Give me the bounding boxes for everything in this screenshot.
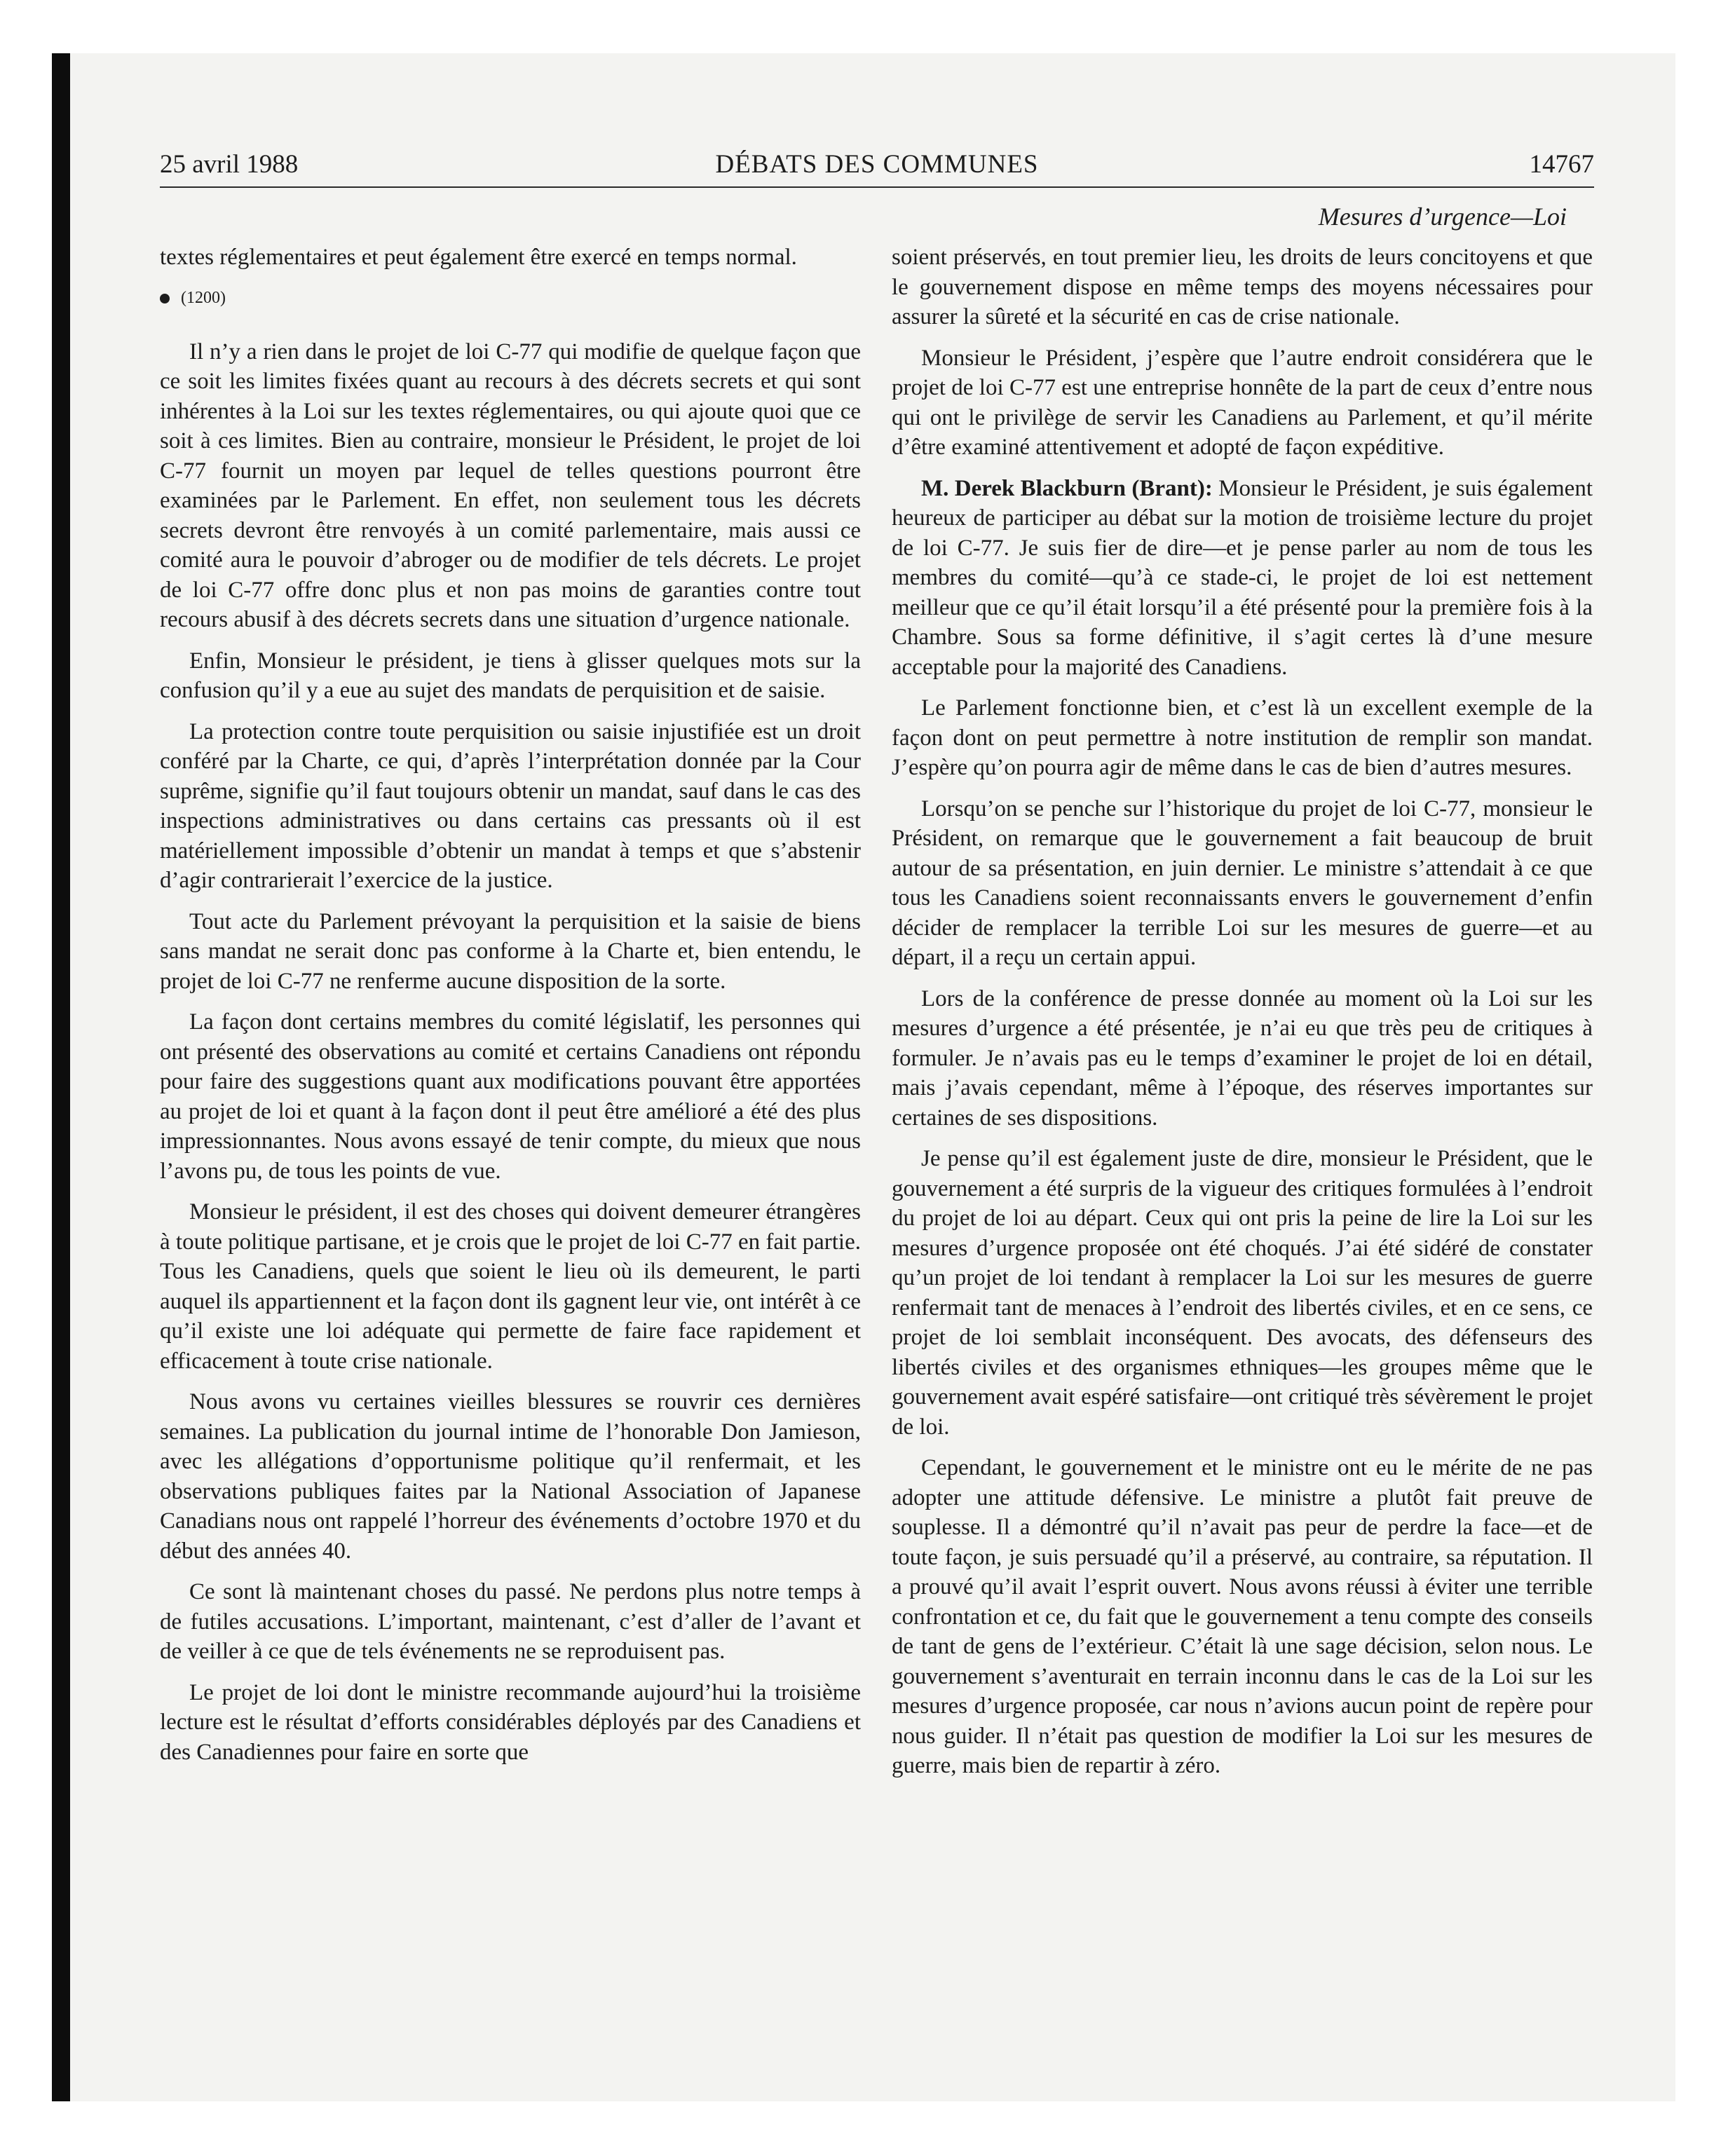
paragraph: Le Parlement fonctionne bien, et c’est là un excellent exemple de la façon dont on peut permettre à notre institution de remplir son mandat. J’espère qu’on pourra agir de même dans le cas de bien d’autres mesures. [892, 695, 1593, 780]
paragraph: Je pense qu’il est également juste de dire, monsieur le Président, que le gouvernement a été surpris de la vigueur des critiques formulées à l’endroit du projet de loi au départ. Ceux qui ont pris la peine de lire la Loi sur les mesures d’urgence proposée ont été choqués. J’ai été sidéré de constater qu’un projet de loi tendant à remplacer la Loi sur les mesures de guerre renfermait tant de menaces à l’endroit des libertés civiles, et en ce sens, ce projet de loi semblait inconséquent. Des avocats, des défenseurs des libertés civiles et des organismes ethniques—les groupes même que le gouvernement avait espéré satisfaire—ont critiqué très sévèrement le projet de loi. [892, 1146, 1593, 1440]
speaker-text: Monsieur le Président, je suis également heureux de participer au débat sur la motion de troisième lecture du projet de loi C-77. Je suis fier de dire—et je pense parler au nom de tous les membres du comité—qu’à ce stade-ci, le projet de loi est nettement meilleur que ce qu’il était lorsqu’il a été présenté pour la première fois à la Chambre. Sous sa forme définitive, il s’agit certes là d’une mesure acceptable pour la majorité des Canadiens. [892, 475, 1593, 680]
paragraph: La façon dont certains membres du comité législatif, les personnes qui ont présenté des observations au comité et certains Canadiens ont répondu pour faire des suggestions quant aux modifications pouvant être apportées au projet de loi et quant à la façon dont il peut être amélioré a été des plus impressionnantes. Nous avons essayé de tenir compte, du mieux que nous l’avons pu, de tous les points de vue. [160, 1009, 861, 1184]
paragraph: Lorsqu’on se penche sur l’historique du projet de loi C-77, monsieur le Président, on remarque que le gouvernement a fait beaucoup de bruit autour de sa présentation, en juin dernier. Le ministre s’attendait à ce que tous les Canadiens soient reconnaissants envers le gouvernement d’enfin décider de remplacer la terrible Loi sur les mesures de guerre—et au départ, il a reçu un certain appui. [892, 796, 1593, 970]
paragraph: Monsieur le Président, j’espère que l’autre endroit considérera que le projet de loi C-77 est une entreprise honnête de la part de ceux d’entre nous qui ont le privilège de servir les Canadiens au Parlement, et qu’il mérite d’être examiné attentivement et adopté de façon expéditive. [892, 345, 1593, 460]
bullet-icon [160, 294, 170, 303]
header-date: 25 avril 1988 [160, 150, 299, 179]
paragraph: textes réglementaires et peut également être exercé en temps normal. [160, 245, 797, 270]
time-marker [160, 284, 861, 312]
paragraph: Cependant, le gouvernement et le ministre ont eu le mérite de ne pas adopter une attitude défensive. Le ministre a plutôt fait preuve de souplesse. Il a démontré qu’il n’avait pas peur de perdre la face—et de toute façon, je suis persuadé qu’il a préservé, au contraire, sa réputation. Il a prouvé qu’il avait l’esprit ouvert. Nous avons réussi à éviter une terrible confrontation et ce, du fait que le gouvernement a tenu compte des conseils de tant de gens de l’extérieur. C’était là une sage décision, selon nous. Le gouvernement s’aventurait en terrain inconnu dans le cas de la Loi sur les mesures d’urgence proposée, car nous n’avions aucun point de repère pour nous guider. Il n’était pas question de modifier la Loi sur les mesures de guerre, mais bien de repartir à zéro. [892, 1455, 1593, 1778]
speaker-name: M. Derek Blackburn (Brant): [921, 475, 1213, 501]
paragraph: Tout acte du Parlement prévoyant la perquisition et la saisie de biens sans mandat ne serait donc pas conforme à la Charte et, bien entendu, le projet de loi C-77 ne renferme aucune disposition de la sorte. [160, 908, 861, 994]
paragraph: soient préservés, en tout premier lieu, les droits de leurs concitoyens et que le gouvernement dispose en même temps des moyens nécessaires pour assurer la sûreté et la sécurité en cas de crise nationale. [892, 245, 1593, 329]
page-number: 14767 [1529, 150, 1594, 179]
header-title: DÉBATS DES COMMUNES [715, 150, 1039, 179]
time-marker-label: (1200) [181, 288, 226, 307]
scan-border [52, 53, 70, 2101]
speaker-paragraph [892, 474, 1593, 683]
right-column [892, 243, 1593, 1792]
paragraph: Ce sont là maintenant choses du passé. Ne perdons plus notre temps à de futiles accusations. L’important, maintenant, c’est d’aller de l’avant et de veiller à ce que de tels événements ne se reproduisent pas. [160, 1579, 861, 1664]
section-title: Mesures d’urgence—Loi [1318, 203, 1567, 231]
paragraph: Monsieur le président, il est des choses qui doivent demeurer étrangères à toute politique partisane, et je crois que le projet de loi C-77 en fait partie. Tous les Canadiens, quels que soient le lieu où ils demeurent, le parti auquel ils appartiennent et la façon dont ils gagnent leur vie, ont intérêt à ce qu’il existe une loi adéquate qui permette de faire face rapidement et efficacement à toute crise nationale. [160, 1199, 861, 1374]
page-header [160, 144, 1594, 188]
paragraph: Lors de la conférence de presse donnée au moment où la Loi sur les mesures d’urgence a été présentée, je n’ai eu que très peu de critiques à formuler. Je n’avais pas eu le temps d’examiner le projet de loi en détail, mais j’avais cependant, même à l’époque, des réserves importantes sur certaines de ses dispositions. [892, 985, 1593, 1131]
paragraph: Le projet de loi dont le ministre recommande aujourd’hui la troisième lecture est le résultat d’efforts considérables déployés par des Canadiens et des Canadiennes pour faire en sorte que [160, 1679, 861, 1765]
paragraph: Nous avons vu certaines vieilles blessures se rouvrir ces dernières semaines. La publication du journal intime de l’honorable Don Jamieson, avec les allégations d’opportunisme politique qu’il renfermait, et les observations publiques faites par la National Association of Japanese Canadians nous ont rappelé l’horreur des événements d’octobre 1970 et du début des années 40. [160, 1389, 861, 1564]
paragraph: Il n’y a rien dans le projet de loi C-77 qui modifie de quelque façon que ce soit les limites fixées quant au recours à des décrets secrets et qui sont inhérentes à la Loi sur les textes réglementaires, ou qui ajoute quoi que ce soit à ces limites. Bien au contraire, monsieur le Président, le projet de loi C-77 fournit un moyen par lequel de telles questions pourront être examinées par le Parlement. En effet, non seulement tous les décrets secrets devront être renvoyés à un comité parlementaire, mais aussi ce comité aura le pouvoir d’abroger ou de modifier de tels décrets. Le projet de loi C-77 offre donc plus et non pas moins de garanties contre tout recours abusif à des décrets secrets dans une situation d’urgence nationale. [160, 339, 861, 632]
paragraph: Enfin, Monsieur le président, je tiens à glisser quelques mots sur la confusion qu’il y a eue au sujet des mandats de perquisition et de saisie. [160, 648, 861, 703]
left-column [160, 243, 861, 1778]
paragraph: La protection contre toute perquisition ou saisie injustifiée est un droit conféré par la Charte, ce qui, d’après l’interprétation donnée par la Cour suprême, signifie qu’il faut toujours obtenir un mandat, sauf dans le cas des inspections administratives ou dans certains cas pressants où il est matériellement impossible d’obtenir un mandat à temps et que s’abstenir d’agir contrarierait l’exercice de la justice. [160, 718, 861, 893]
